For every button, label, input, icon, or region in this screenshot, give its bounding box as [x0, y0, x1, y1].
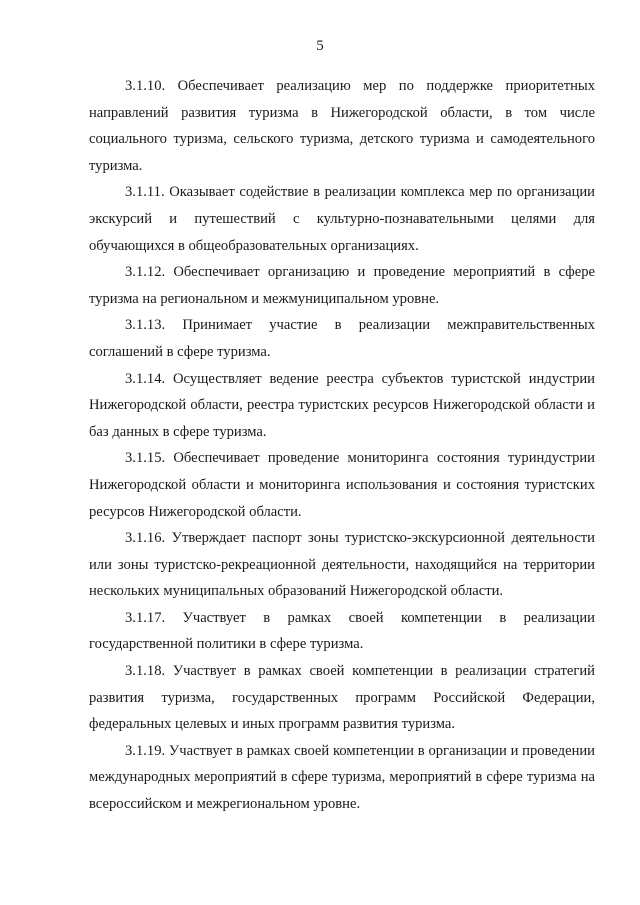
paragraph-3-1-11: 3.1.11. Оказывает содействие в реализации комплекса мер по организации экскурсий и путешествий с культурно-познавательными целями для обучающихся в общеобразовательных организациях.: [89, 184, 595, 254]
paragraph-3-1-19: 3.1.19. Участвует в рамках своей компетенции в организации и проведении международных мероприятий в сфере туризма, мероприятий в сфере туризма на всероссийском и межрегиональном уровне.: [89, 742, 595, 813]
paragraph-3-1-18: 3.1.18. Участвует в рамках своей компетенции в реализации стратегий развития туризма, государственных программ Российской Федерации, федеральных целевых и иных программ развития туризма.: [89, 663, 595, 733]
body-text: [89, 73, 595, 818]
paragraph-3-1-14: 3.1.14. Осуществляет ведение реестра субъектов туристской индустрии Нижегородской области, реестра туристских ресурсов Нижегородской области и баз данных в сфере туризма.: [89, 370, 595, 440]
paragraph-3-1-17: 3.1.17. Участвует в рамках своей компетенции в реализации государственной политики в сфере туризма.: [89, 609, 595, 653]
paragraph-3-1-15: 3.1.15. Обеспечивает проведение мониторинга состояния туриндустрии Нижегородской области и мониторинга использования и состояния туристских ресурсов Нижегородской области.: [89, 450, 595, 520]
paragraph-3-1-10: 3.1.10. Обеспечивает реализацию мер по поддержке приоритетных направлений развития туризма в Нижегородской области, в том числе социального туризма, сельского туризма, детского туризма и самодеятельного туризма.: [89, 78, 595, 174]
page-number: 5: [316, 38, 324, 54]
paragraph-3-1-13: 3.1.13. Принимает участие в реализации межправительственных соглашений в сфере туризма.: [89, 317, 595, 360]
paragraph-3-1-16: 3.1.16. Утверждает паспорт зоны туристско-экскурсионной деятельности или зоны туристско-рекреационной деятельности, находящийся на территории нескольких муниципальных образований Нижегородской области.: [89, 530, 595, 600]
paragraph-3-1-12: 3.1.12. Обеспечивает организацию и проведение мероприятий в сфере туризма на региональном и межмуниципальном уровне.: [89, 264, 595, 307]
